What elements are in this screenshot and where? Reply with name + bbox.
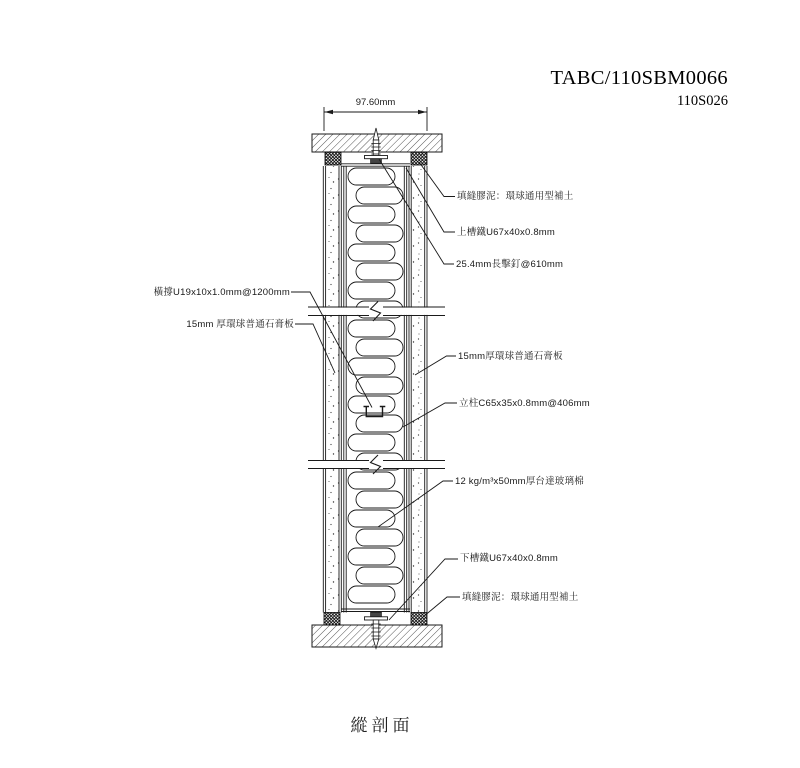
callout-anchor-nail: 25.4mm長擊釘@610mm [456,258,564,270]
top-track [341,164,410,166]
callout-brace: 橫撐U19x10x1.0mm@1200mm [153,286,290,298]
callout-right-gypsum-board: 15mm厚環球普通石膏板 [458,350,563,362]
gypsum-board-left [326,166,339,613]
callout-top-track: 上槽鐵U67x40x0.8mm [457,226,556,238]
callout-glass-wool: 12 kg/m³x50mm厚台達玻璃棉 [455,475,584,487]
sealant-bottom-left [324,613,340,626]
gypsum-board-right [411,166,425,613]
callout-sealant-bottom: 填縫膠泥：環球通用型補土 [462,591,579,603]
wall-vertical-lines [323,166,427,613]
section-caption: 縱剖面 [350,716,414,735]
callout-sealant-top: 填縫膠泥：環球通用型補土 [457,191,574,202]
leader-lines [291,159,460,620]
glass-wool-insulation [348,168,403,603]
width-dimension [324,107,427,131]
callout-bottom-track: 下槽鐵U67x40x0.8mm [460,553,559,564]
sealant-top-right [411,152,427,165]
callout-left-gypsum-board: 15mm 厚環球普通石膏板 [186,318,294,330]
dim-arrow-left [325,110,334,115]
leader-sealant-bottom [423,597,460,617]
bottom-track [341,609,410,612]
dimension-label: 97.60mm [355,97,396,108]
drawing-number: TABC/110SBM0066 [550,67,728,89]
title-block [550,66,728,110]
dim-arrow-right [418,110,427,115]
sealant-top-left [325,152,341,165]
sealant-bottom-right [411,613,427,626]
sheet-number: 110S026 [676,93,728,109]
callout-stud: 立柱C65x35x0.8mm@406mm [459,397,590,409]
